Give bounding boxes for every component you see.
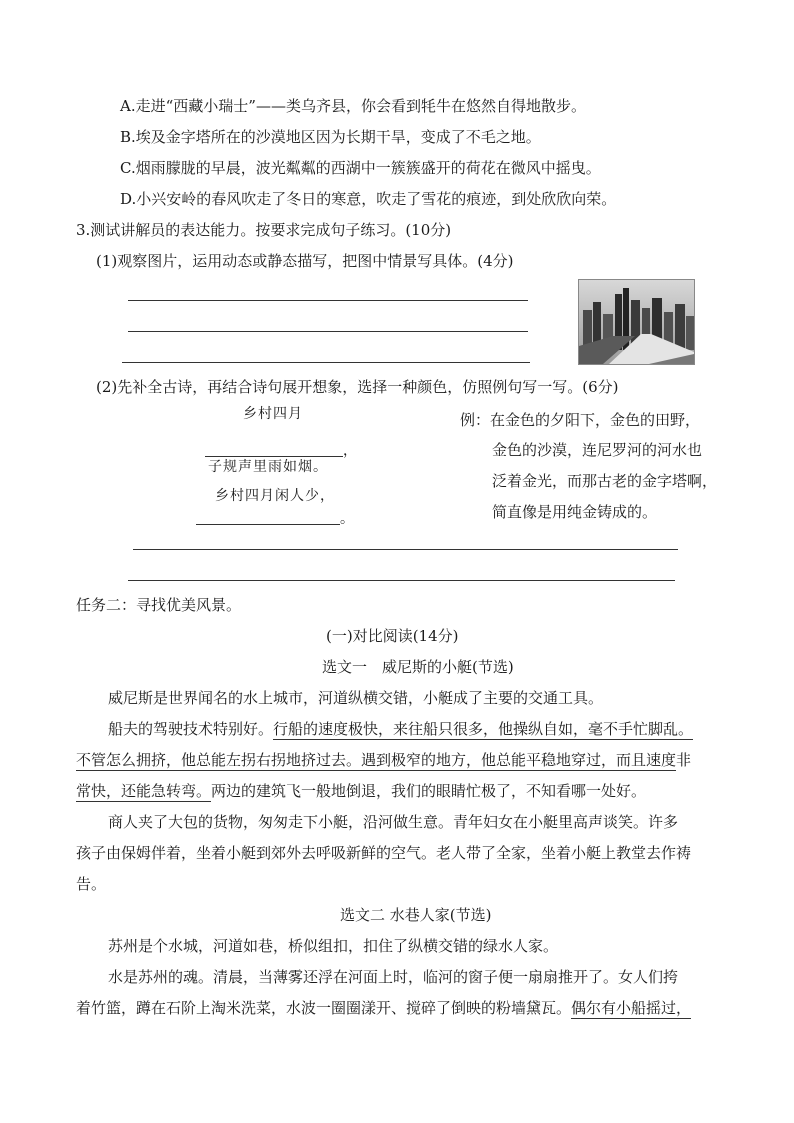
text-1-paragraph-3-line-3: 告。 bbox=[76, 875, 107, 893]
section-title: (一)对比阅读(14分) bbox=[326, 627, 459, 645]
example-line-4: 简直像是用纯金铸成的。 bbox=[492, 503, 658, 521]
answer-line[interactable] bbox=[128, 331, 528, 332]
option-a: A.走进“西藏小瑞士”——类乌齐县，你会看到牦牛在悠然自得地散步。 bbox=[120, 97, 586, 115]
text-2-p2-lead: 着竹篮，蹲在石阶上淘米洗菜，水波一圈圈漾开、搅碎了倒映的粉墙黛瓦。 bbox=[76, 999, 572, 1017]
example-line-2: 金色的沙漠，连尼罗河的河水也 bbox=[492, 441, 703, 459]
answer-line[interactable] bbox=[128, 580, 675, 581]
city-skyline-photo bbox=[578, 279, 695, 365]
text-2-paragraph-1: 苏州是个水城，河道如巷，桥似组扣，扣住了纵横交错的绿水人家。 bbox=[108, 937, 559, 955]
answer-line[interactable] bbox=[128, 300, 528, 301]
text-1-paragraph-3-line-1: 商人夹了大包的货物，匆匆走下小艇，沿河做生意。青年妇女在小艇里高声谈笑。许多 bbox=[108, 813, 679, 831]
poem-period: 。 bbox=[340, 511, 355, 527]
text-2-title: 选文二 水巷人家(节选) bbox=[340, 906, 492, 924]
text-1-p2-char: 非 bbox=[676, 751, 692, 769]
question-3-sub2: (2)先补全古诗，再结合诗句展开想象，选择一种颜色，仿照例句写一写。(6分) bbox=[96, 378, 619, 396]
poem-title: 乡村四月 bbox=[243, 406, 303, 422]
text-1-title: 选文一 威尼斯的小艇(节选) bbox=[322, 658, 514, 676]
underlined-sentence: 不管怎么拥挤，他总能左拐右拐地挤过去。遇到极窄的地方，他总能平稳地穿过，而且速度 bbox=[76, 751, 677, 769]
underlined-sentence: 偶尔有小船摇过， bbox=[571, 999, 692, 1017]
text-1-paragraph-3-line-2: 孩子由保姆伴着，坐着小艇到郊外去呼吸新鲜的空气。老人带了全家，坐着小艇上教堂去作祷 bbox=[76, 844, 692, 862]
text-1-paragraph-2-line-1 bbox=[108, 719, 693, 739]
text-2-paragraph-2-line-2 bbox=[76, 998, 691, 1018]
option-d: D.小兴安岭的春风吹走了冬日的寒意，吹走了雪花的痕迹，到处欣欣向荣。 bbox=[120, 190, 617, 208]
example-line-1: 例：在金色的夕阳下，金色的田野， bbox=[460, 411, 701, 429]
text-1-p2-tail: 两边的建筑飞一般地倒退，我们的眼睛忙极了，不知看哪一处好。 bbox=[211, 782, 647, 800]
answer-line[interactable] bbox=[133, 549, 678, 550]
answer-line[interactable] bbox=[122, 362, 530, 363]
poem-line-2: 子规声里雨如烟。 bbox=[208, 459, 328, 475]
text-1-paragraph-1: 威尼斯是世界闻名的水上城市，河道纵横交错，小艇成了主要的交通工具。 bbox=[108, 689, 604, 707]
question-3-sub1: (1)观察图片，运用动态或静态描写，把图中情景写具体。(4分) bbox=[96, 252, 514, 270]
poem-comma: ， bbox=[343, 443, 358, 459]
option-c: C.烟雨朦胧的早晨，波光粼粼的西湖中一簇簇盛开的荷花在微风中摇曳。 bbox=[120, 159, 601, 177]
poem-line-3: 乡村四月闲人少， bbox=[215, 488, 335, 504]
text-1-p2-lead: 船夫的驾驶技术特别好。 bbox=[108, 720, 274, 738]
option-b: B.埃及金字塔所在的沙漠地区因为长期干旱，变成了不毛之地。 bbox=[120, 128, 541, 146]
underlined-sentence: 常快，还能急转弯。 bbox=[76, 782, 212, 800]
task-2-title: 任务二：寻找优美风景。 bbox=[76, 596, 242, 614]
text-2-paragraph-2-line-1: 水是苏州的魂。清晨，当薄雾还浮在河面上时，临河的窗子便一扇扇推开了。女人们挎 bbox=[108, 968, 679, 986]
text-1-paragraph-2-line-2 bbox=[76, 750, 691, 770]
question-3-title: 3.测试讲解员的表达能力。按要求完成句子练习。(10分) bbox=[76, 221, 452, 239]
text-1-paragraph-2-line-3 bbox=[76, 781, 646, 801]
underlined-sentence: 行船的速度极快，来往船只很多，他操纵自如，毫不手忙脚乱。 bbox=[273, 720, 694, 738]
example-line-3: 泛着金光，而那古老的金字塔啊， bbox=[492, 472, 718, 490]
poem-blank-2[interactable] bbox=[196, 524, 340, 525]
